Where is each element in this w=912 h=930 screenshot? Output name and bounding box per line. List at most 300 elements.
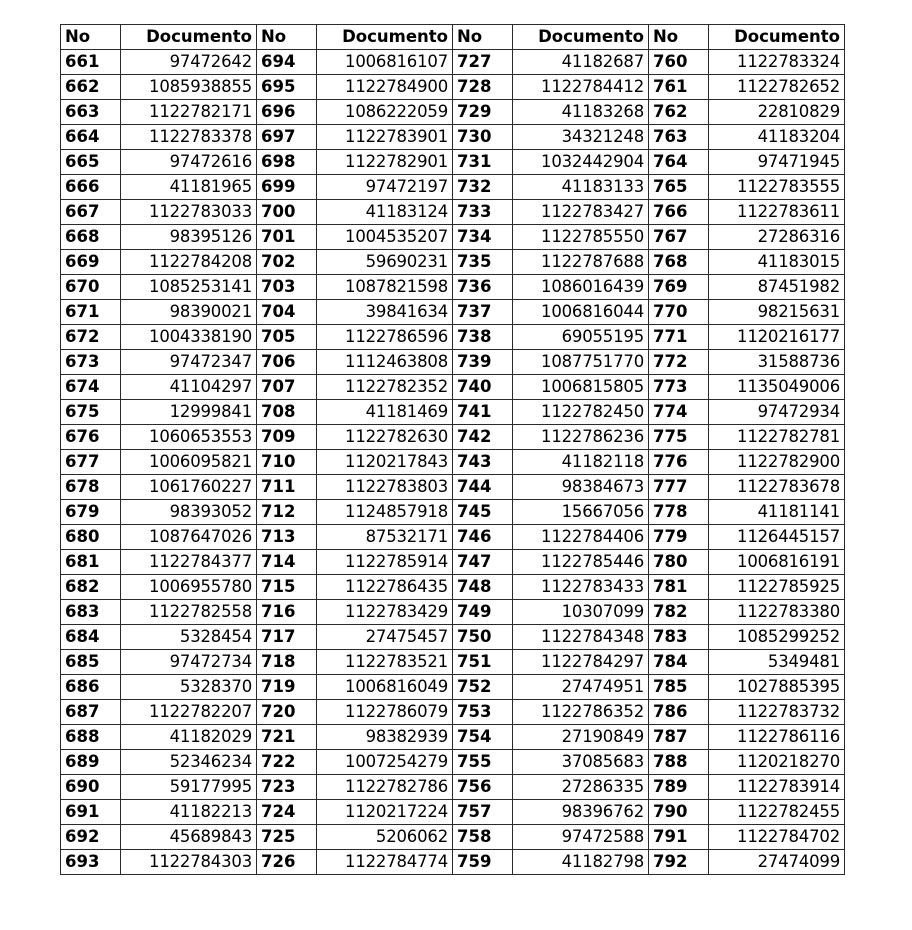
document-number: 34321248 [513, 125, 649, 150]
row-number: 720 [257, 700, 317, 725]
row-number: 728 [453, 75, 513, 100]
document-number: 41182118 [513, 450, 649, 475]
document-number: 1126445157 [709, 525, 845, 550]
document-number: 1122782450 [513, 400, 649, 425]
header-no: No [61, 25, 121, 50]
document-number: 97472642 [121, 50, 257, 75]
document-number: 87451982 [709, 275, 845, 300]
table-row [61, 850, 845, 875]
document-number: 1122784303 [121, 850, 257, 875]
row-number: 748 [453, 575, 513, 600]
row-number: 701 [257, 225, 317, 250]
document-number: 1122782900 [709, 450, 845, 475]
document-number: 1061760227 [121, 475, 257, 500]
row-number: 778 [649, 500, 709, 525]
row-number: 663 [61, 100, 121, 125]
table-row [61, 325, 845, 350]
table-row [61, 425, 845, 450]
table-row [61, 775, 845, 800]
document-number: 97471945 [709, 150, 845, 175]
row-number: 702 [257, 250, 317, 275]
row-number: 668 [61, 225, 121, 250]
document-number: 5328370 [121, 675, 257, 700]
row-number: 758 [453, 825, 513, 850]
row-number: 662 [61, 75, 121, 100]
header-documento: Documento [317, 25, 453, 50]
row-number: 736 [453, 275, 513, 300]
row-number: 725 [257, 825, 317, 850]
table-row [61, 675, 845, 700]
row-number: 783 [649, 625, 709, 650]
document-number: 1122782455 [709, 800, 845, 825]
row-number: 683 [61, 600, 121, 625]
document-number: 98384673 [513, 475, 649, 500]
document-number: 1007254279 [317, 750, 453, 775]
row-number: 763 [649, 125, 709, 150]
document-number: 52346234 [121, 750, 257, 775]
document-number: 12999841 [121, 400, 257, 425]
document-number: 37085683 [513, 750, 649, 775]
row-number: 664 [61, 125, 121, 150]
document-number: 1122783429 [317, 600, 453, 625]
table-row [61, 150, 845, 175]
document-number: 1122787688 [513, 250, 649, 275]
document-number: 1120218270 [709, 750, 845, 775]
row-number: 755 [453, 750, 513, 775]
row-number: 784 [649, 650, 709, 675]
document-number: 1124857918 [317, 500, 453, 525]
table-row [61, 500, 845, 525]
document-number: 1085938855 [121, 75, 257, 100]
table-row [61, 350, 845, 375]
row-number: 697 [257, 125, 317, 150]
row-number: 742 [453, 425, 513, 450]
document-number: 1122782781 [709, 425, 845, 450]
document-number: 15667056 [513, 500, 649, 525]
document-number: 1122782558 [121, 600, 257, 625]
row-number: 773 [649, 375, 709, 400]
document-number: 1122783427 [513, 200, 649, 225]
row-number: 738 [453, 325, 513, 350]
row-number: 666 [61, 175, 121, 200]
row-number: 787 [649, 725, 709, 750]
row-number: 749 [453, 600, 513, 625]
row-number: 759 [453, 850, 513, 875]
table-row [61, 700, 845, 725]
document-number: 1122784348 [513, 625, 649, 650]
document-number: 41183133 [513, 175, 649, 200]
row-number: 706 [257, 350, 317, 375]
table-row [61, 825, 845, 850]
row-number: 676 [61, 425, 121, 450]
header-documento: Documento [121, 25, 257, 50]
document-number: 1006095821 [121, 450, 257, 475]
row-number: 779 [649, 525, 709, 550]
document-number: 27286335 [513, 775, 649, 800]
row-number: 671 [61, 300, 121, 325]
document-number: 1122783033 [121, 200, 257, 225]
row-number: 730 [453, 125, 513, 150]
document-number: 1032442904 [513, 150, 649, 175]
document-table [60, 24, 845, 875]
row-number: 667 [61, 200, 121, 225]
row-number: 722 [257, 750, 317, 775]
row-number: 769 [649, 275, 709, 300]
row-number: 780 [649, 550, 709, 575]
row-number: 790 [649, 800, 709, 825]
row-number: 726 [257, 850, 317, 875]
document-number: 1122783914 [709, 775, 845, 800]
table-row [61, 800, 845, 825]
document-number: 1006816107 [317, 50, 453, 75]
document-number: 1122783803 [317, 475, 453, 500]
row-number: 698 [257, 150, 317, 175]
row-number: 687 [61, 700, 121, 725]
row-number: 686 [61, 675, 121, 700]
row-number: 703 [257, 275, 317, 300]
row-number: 729 [453, 100, 513, 125]
row-number: 762 [649, 100, 709, 125]
document-number: 41182687 [513, 50, 649, 75]
document-number: 41182213 [121, 800, 257, 825]
row-number: 768 [649, 250, 709, 275]
row-number: 724 [257, 800, 317, 825]
document-number: 5349481 [709, 650, 845, 675]
row-number: 743 [453, 450, 513, 475]
document-number: 1006816044 [513, 300, 649, 325]
row-number: 715 [257, 575, 317, 600]
document-number: 1122782901 [317, 150, 453, 175]
document-number: 1087647026 [121, 525, 257, 550]
document-number: 1122783901 [317, 125, 453, 150]
document-number: 1122784412 [513, 75, 649, 100]
document-number: 59690231 [317, 250, 453, 275]
document-number: 1122782786 [317, 775, 453, 800]
document-number: 1004535207 [317, 225, 453, 250]
row-number: 782 [649, 600, 709, 625]
row-number: 695 [257, 75, 317, 100]
row-number: 752 [453, 675, 513, 700]
row-number: 765 [649, 175, 709, 200]
document-number: 1085299252 [709, 625, 845, 650]
row-number: 756 [453, 775, 513, 800]
row-number: 685 [61, 650, 121, 675]
table-row [61, 475, 845, 500]
table-row [61, 75, 845, 100]
header-row [61, 25, 845, 50]
row-number: 677 [61, 450, 121, 475]
row-number: 707 [257, 375, 317, 400]
table-row [61, 650, 845, 675]
document-number: 1006815805 [513, 375, 649, 400]
document-number: 1006816191 [709, 550, 845, 575]
row-number: 757 [453, 800, 513, 825]
table-row [61, 300, 845, 325]
row-number: 696 [257, 100, 317, 125]
row-number: 727 [453, 50, 513, 75]
document-number: 1122784297 [513, 650, 649, 675]
document-number: 1122785446 [513, 550, 649, 575]
document-number: 98382939 [317, 725, 453, 750]
row-number: 747 [453, 550, 513, 575]
document-number: 1086016439 [513, 275, 649, 300]
header-no: No [257, 25, 317, 50]
table-row [61, 525, 845, 550]
row-number: 682 [61, 575, 121, 600]
document-number: 1122784406 [513, 525, 649, 550]
table-row [61, 400, 845, 425]
table-row [61, 100, 845, 125]
row-number: 771 [649, 325, 709, 350]
document-number: 22810829 [709, 100, 845, 125]
document-number: 1122786079 [317, 700, 453, 725]
document-number: 41183015 [709, 250, 845, 275]
row-number: 679 [61, 500, 121, 525]
row-number: 721 [257, 725, 317, 750]
document-number: 1122786116 [709, 725, 845, 750]
row-number: 751 [453, 650, 513, 675]
document-number: 41183124 [317, 200, 453, 225]
document-number: 5328454 [121, 625, 257, 650]
document-number: 10307099 [513, 600, 649, 625]
table-row [61, 725, 845, 750]
document-number: 1086222059 [317, 100, 453, 125]
row-number: 761 [649, 75, 709, 100]
document-number: 1122783678 [709, 475, 845, 500]
row-number: 714 [257, 550, 317, 575]
row-number: 786 [649, 700, 709, 725]
document-number: 1122786596 [317, 325, 453, 350]
document-number: 1006955780 [121, 575, 257, 600]
document-number: 45689843 [121, 825, 257, 850]
row-number: 700 [257, 200, 317, 225]
table-body [61, 50, 845, 875]
document-number: 1120216177 [709, 325, 845, 350]
row-number: 678 [61, 475, 121, 500]
header-documento: Documento [513, 25, 649, 50]
row-number: 792 [649, 850, 709, 875]
row-number: 740 [453, 375, 513, 400]
document-number: 1122783378 [121, 125, 257, 150]
row-number: 673 [61, 350, 121, 375]
document-number: 98396762 [513, 800, 649, 825]
document-number: 97472934 [709, 400, 845, 425]
row-number: 672 [61, 325, 121, 350]
row-number: 735 [453, 250, 513, 275]
table-row [61, 50, 845, 75]
document-number: 41104297 [121, 375, 257, 400]
row-number: 719 [257, 675, 317, 700]
row-number: 674 [61, 375, 121, 400]
document-number: 98393052 [121, 500, 257, 525]
row-number: 741 [453, 400, 513, 425]
row-number: 791 [649, 825, 709, 850]
row-number: 774 [649, 400, 709, 425]
row-number: 661 [61, 50, 121, 75]
row-number: 690 [61, 775, 121, 800]
document-number: 1087821598 [317, 275, 453, 300]
row-number: 688 [61, 725, 121, 750]
table-row [61, 600, 845, 625]
row-number: 669 [61, 250, 121, 275]
row-number: 777 [649, 475, 709, 500]
document-number: 1122782171 [121, 100, 257, 125]
row-number: 732 [453, 175, 513, 200]
document-number: 1122783380 [709, 600, 845, 625]
header-documento: Documento [709, 25, 845, 50]
row-number: 699 [257, 175, 317, 200]
table-row [61, 200, 845, 225]
document-number: 59177995 [121, 775, 257, 800]
document-number: 41182029 [121, 725, 257, 750]
document-number: 97472588 [513, 825, 649, 850]
document-number: 1122782352 [317, 375, 453, 400]
row-number: 681 [61, 550, 121, 575]
document-number: 1122786435 [317, 575, 453, 600]
table-row [61, 575, 845, 600]
document-number: 1120217224 [317, 800, 453, 825]
document-number: 1122783732 [709, 700, 845, 725]
table-row [61, 550, 845, 575]
document-number: 41182798 [513, 850, 649, 875]
row-number: 745 [453, 500, 513, 525]
table-row [61, 625, 845, 650]
row-number: 718 [257, 650, 317, 675]
document-number: 1122784377 [121, 550, 257, 575]
document-number: 1122782207 [121, 700, 257, 725]
row-number: 789 [649, 775, 709, 800]
document-number: 87532171 [317, 525, 453, 550]
document-number: 98215631 [709, 300, 845, 325]
row-number: 709 [257, 425, 317, 450]
document-number: 1085253141 [121, 275, 257, 300]
row-number: 717 [257, 625, 317, 650]
table-row [61, 175, 845, 200]
document-number: 98395126 [121, 225, 257, 250]
row-number: 680 [61, 525, 121, 550]
document-number: 1122786352 [513, 700, 649, 725]
document-number: 1122784702 [709, 825, 845, 850]
document-number: 1122784774 [317, 850, 453, 875]
document-number: 1112463808 [317, 350, 453, 375]
row-number: 733 [453, 200, 513, 225]
table-row [61, 375, 845, 400]
row-number: 689 [61, 750, 121, 775]
document-number: 1122785914 [317, 550, 453, 575]
row-number: 775 [649, 425, 709, 450]
document-number: 1122785925 [709, 575, 845, 600]
row-number: 744 [453, 475, 513, 500]
row-number: 675 [61, 400, 121, 425]
document-number: 1122784208 [121, 250, 257, 275]
document-number: 1122782652 [709, 75, 845, 100]
document-number: 97472616 [121, 150, 257, 175]
document-number: 1122785550 [513, 225, 649, 250]
row-number: 704 [257, 300, 317, 325]
document-number: 39841634 [317, 300, 453, 325]
row-number: 767 [649, 225, 709, 250]
row-number: 665 [61, 150, 121, 175]
table-row [61, 750, 845, 775]
document-number: 69055195 [513, 325, 649, 350]
row-number: 711 [257, 475, 317, 500]
row-number: 785 [649, 675, 709, 700]
document-number: 1122783611 [709, 200, 845, 225]
document-number: 1122783555 [709, 175, 845, 200]
document-number: 1122783521 [317, 650, 453, 675]
header-no: No [649, 25, 709, 50]
row-number: 746 [453, 525, 513, 550]
document-number: 1122782630 [317, 425, 453, 450]
document-number: 1006816049 [317, 675, 453, 700]
document-number: 97472347 [121, 350, 257, 375]
document-number: 1122783433 [513, 575, 649, 600]
document-number: 97472734 [121, 650, 257, 675]
row-number: 760 [649, 50, 709, 75]
document-number: 97472197 [317, 175, 453, 200]
row-number: 781 [649, 575, 709, 600]
row-number: 750 [453, 625, 513, 650]
document-number: 98390021 [121, 300, 257, 325]
table-row [61, 125, 845, 150]
table-row [61, 225, 845, 250]
row-number: 754 [453, 725, 513, 750]
row-number: 712 [257, 500, 317, 525]
document-number: 1120217843 [317, 450, 453, 475]
document-number: 1135049006 [709, 375, 845, 400]
row-number: 770 [649, 300, 709, 325]
row-number: 691 [61, 800, 121, 825]
row-number: 694 [257, 50, 317, 75]
row-number: 710 [257, 450, 317, 475]
document-number: 1060653553 [121, 425, 257, 450]
document-number: 41181965 [121, 175, 257, 200]
row-number: 713 [257, 525, 317, 550]
table-row [61, 450, 845, 475]
row-number: 693 [61, 850, 121, 875]
document-number: 1027885395 [709, 675, 845, 700]
row-number: 776 [649, 450, 709, 475]
row-number: 716 [257, 600, 317, 625]
table-row [61, 275, 845, 300]
document-number: 27474951 [513, 675, 649, 700]
row-number: 708 [257, 400, 317, 425]
document-number: 41181469 [317, 400, 453, 425]
row-number: 753 [453, 700, 513, 725]
document-number: 1087751770 [513, 350, 649, 375]
row-number: 734 [453, 225, 513, 250]
document-number: 27190849 [513, 725, 649, 750]
document-number: 31588736 [709, 350, 845, 375]
document-number: 1122786236 [513, 425, 649, 450]
document-number: 27286316 [709, 225, 845, 250]
row-number: 723 [257, 775, 317, 800]
row-number: 788 [649, 750, 709, 775]
row-number: 705 [257, 325, 317, 350]
row-number: 772 [649, 350, 709, 375]
row-number: 766 [649, 200, 709, 225]
document-number: 41183268 [513, 100, 649, 125]
row-number: 670 [61, 275, 121, 300]
document-number: 27475457 [317, 625, 453, 650]
row-number: 684 [61, 625, 121, 650]
row-number: 731 [453, 150, 513, 175]
document-number: 41183204 [709, 125, 845, 150]
document-number: 41181141 [709, 500, 845, 525]
document-number: 5206062 [317, 825, 453, 850]
row-number: 692 [61, 825, 121, 850]
row-number: 739 [453, 350, 513, 375]
